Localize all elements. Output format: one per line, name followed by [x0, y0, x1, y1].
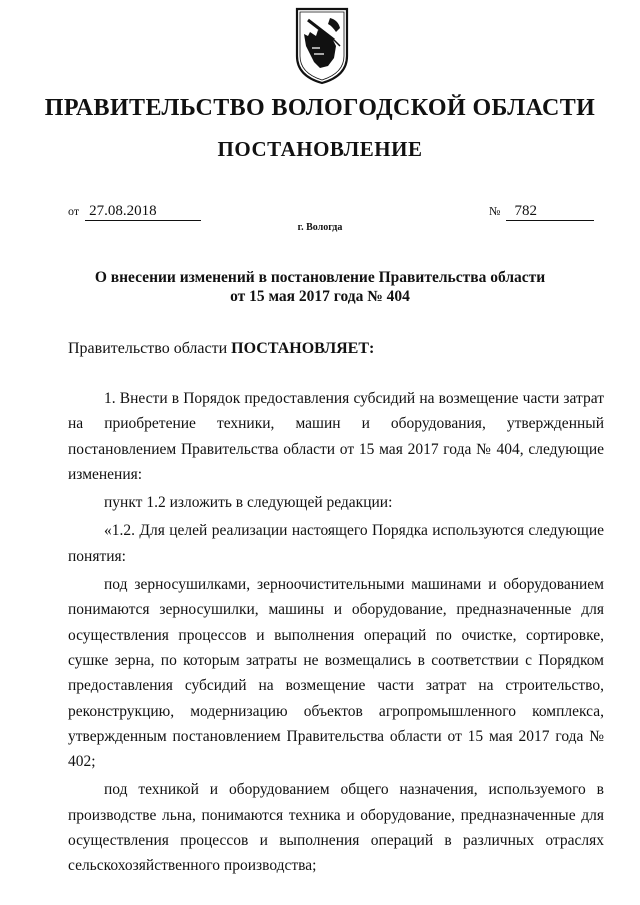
decree-prefix: Правительство области [68, 340, 228, 357]
paragraph: под зерносушилками, зерноочистительными машинами и оборудованием понимаются зерносушилки, машины и оборудование, предназначенные для осуществления процессов и выполнения операций по очистке, сортировке, сушке зерна, по которым затраты не возмещались в соответствии с Порядком предоставления субсидий на возмещение части затрат на строительство, реконструкцию, модернизацию объектов агропромышленного комплекса, утвержденным постановлением Правительства области от 15 мая 2017 года № 402; [68, 576, 604, 771]
paragraph: пункт 1.2 изложить в следующей редакции: [104, 494, 393, 512]
number-field [489, 203, 594, 221]
government-title: ПРАВИТЕЛЬСТВО ВОЛОГОДСКОЙ ОБЛАСТИ [44, 95, 596, 121]
document-type: ПОСТАНОВЛЕНИЕ [217, 137, 423, 161]
decree-keyword: ПОСТАНОВЛЯЕТ: [231, 340, 375, 357]
date-field [68, 203, 201, 221]
paragraph: под техникой и оборудованием общего назначения, используемого в производстве льна, понимаются техника и оборудование, предназначенные для осуществления процессов и выполнения операций в различных отраслях сельскохозяйственного производства; [68, 781, 604, 875]
decree-line [68, 340, 374, 358]
number-prefix: № [489, 204, 501, 218]
city: г. Вологда [297, 222, 343, 233]
document-body [68, 386, 604, 882]
number-value: 782 [506, 203, 594, 221]
subject-heading [0, 268, 640, 306]
date-prefix: от [68, 204, 80, 218]
date-value: 27.08.2018 [85, 203, 201, 221]
subject-line-2: от 15 мая 2017 года № 404 [230, 288, 410, 305]
paragraph: «1.2. Для целей реализации настоящего Порядка используются следующие понятия: [68, 522, 604, 565]
subject-line-1: О внесении изменений в постановление Правительства области [94, 269, 546, 286]
paragraph: 1. Внести в Порядок предоставления субсидий на возмещение части затрат на приобретение техники, машин и оборудования, утвержденный постановлением Правительства области от 15 мая 2017 года № 404, следующие изменения: [68, 390, 604, 483]
vologda-coat-of-arms-icon [294, 6, 350, 86]
